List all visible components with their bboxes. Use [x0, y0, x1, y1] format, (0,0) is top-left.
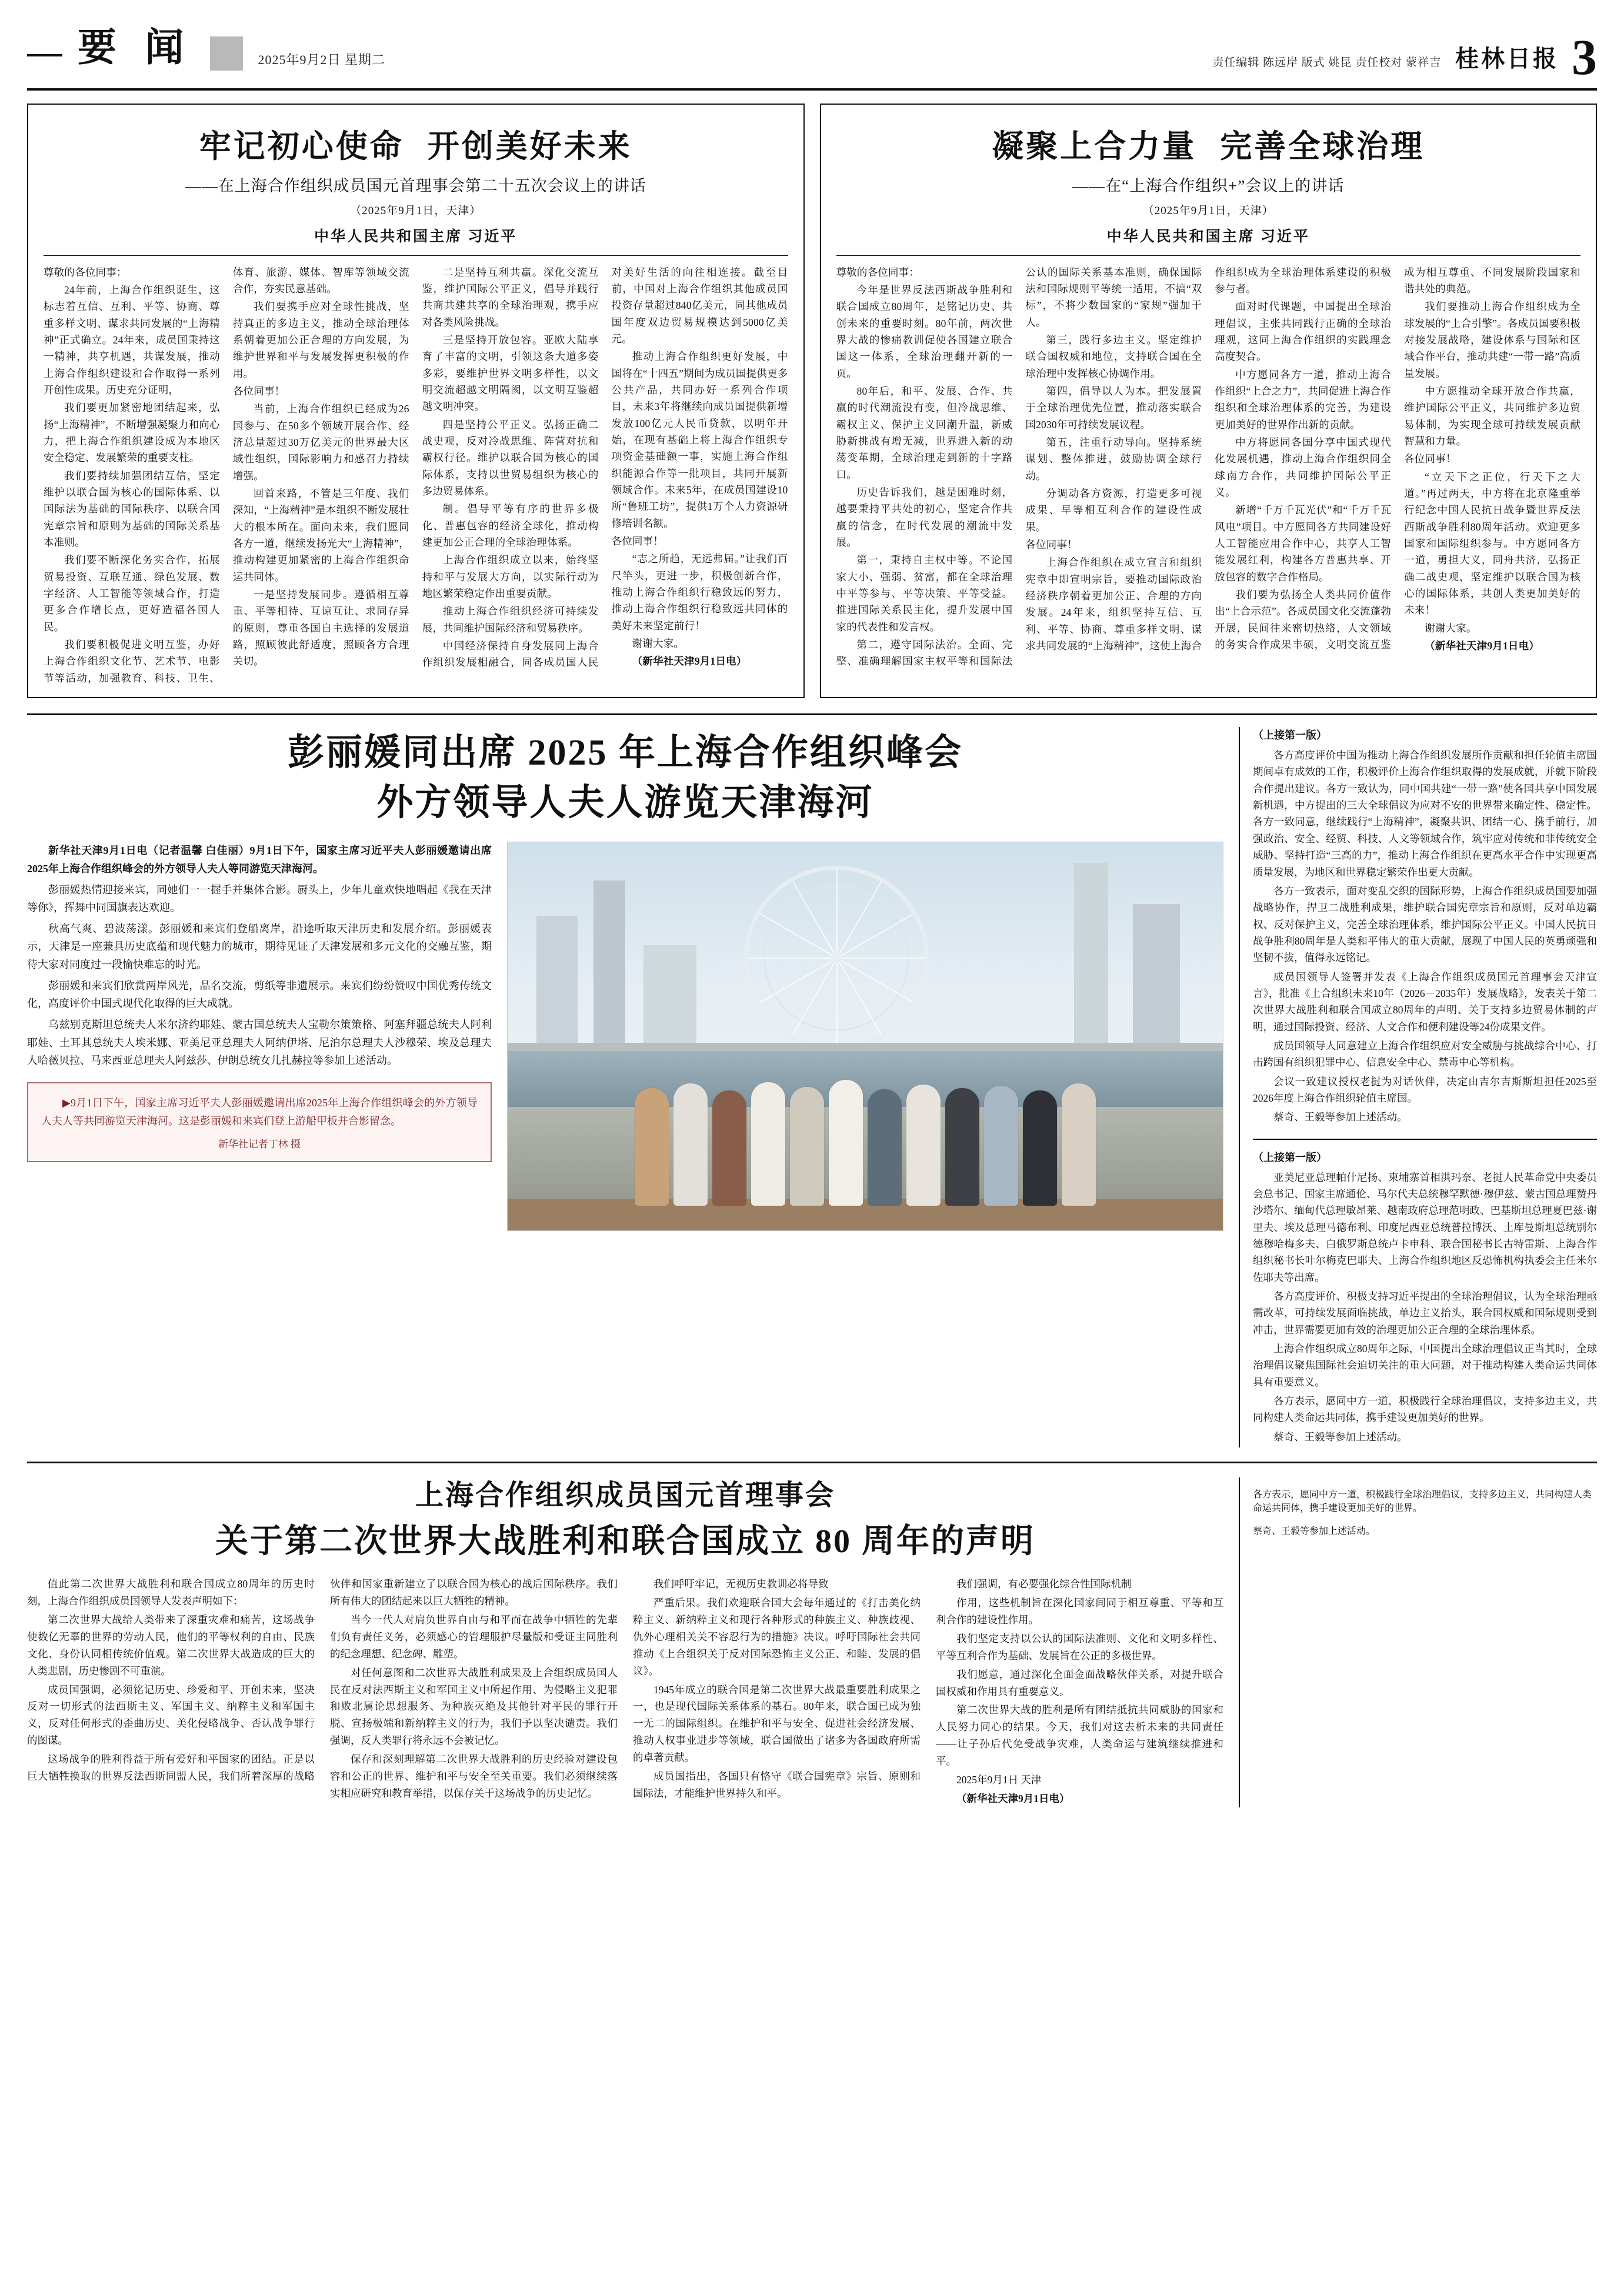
- paragraph: 我们要为弘扬全人类共同价值作出“上合示范”。各成员国文化交流蓬勃开展，民间往来密切热络，人文领域的务实合作成果丰硕，文明交流互鉴成为相互尊重、不同发展阶段国家和谐共处的典范。: [1215, 266, 1580, 651]
- photo-credit: 新华社记者丁林 摄: [218, 1139, 301, 1150]
- paragraph: 成员国指出，各国只有恪守《联合国宪章》宗旨、原则和国际法，才能维护世界持久和平。: [633, 1770, 921, 1799]
- paragraph: 我们呼吁牢记，无视历史教训必将导致: [653, 1578, 829, 1590]
- publication-date: 2025年9月2日 星期二: [258, 52, 386, 67]
- paragraph: 上海合作组织在成立宣言和组织宪章中即宣明宗旨，要推动国际政治经济秩序朝着更加公正、合理的方向发展。24年来，组织坚持互信、互利、平等、协商、尊重多样文明、谋求共同发展的“上海精神”，这使上海合作组织成为全球治理体系建设的积极参与者。: [1025, 266, 1392, 652]
- photo-building: [1074, 863, 1108, 1051]
- masthead-rule: [27, 54, 62, 56]
- article-right-title-part1: 凝聚上合力量: [992, 129, 1197, 164]
- statement-headline-line1: 上海合作组织成员国元首理事会: [415, 1480, 835, 1512]
- editor-credits: 责任编辑 陈远岸 版式 姚昆 责任校对 蒙祥吉: [1212, 56, 1441, 69]
- paragraph: 中方愿同各方一道，推动上海合作组织“上合之力”，共同促进上海合作组织和全球治理体系的完善，为建设更加美好的世界作出新的贡献。: [1215, 368, 1392, 431]
- paragraph: 我们要持续加强团结互信，坚定维护以联合国为核心的国际体系、以国际法为基础的国际秩序、以联合国宪章宗旨和原则为基础的国际关系基本准则。: [44, 469, 220, 548]
- paragraph: 我们要更加紧密地团结起来，弘扬“上海精神”，不断增强凝聚力和向心力，把上海合作组织建设成为本地区安全稳定、发展繁荣的重要支柱。: [44, 402, 220, 464]
- ferris-wheel-icon: [744, 866, 929, 1050]
- paragraph: 成员国强调，必须铭记历史、珍爱和平、开创未来，坚决反对一切形式的法西斯主义、军国主义、纳粹主义和军国主义，反对任何形式的歪曲历史、美化侵略战争、否认战争罪行的图谋。: [27, 1683, 315, 1747]
- paragraph: 第二次世界大战给人类带来了深重灾难和痛苦，这场战争使数亿无辜的世界的劳动人民，他们的平等权利的自由、民族文化、身份认同相传统价值观。第二次世界大战造成的巨大的人类悲剧，历史惨剧不可重演。: [27, 1614, 315, 1677]
- paragraph: 成员国领导人同意建立上海合作组织应对安全威胁与挑战综合中心、打击跨国有组织犯罪中心、信息安全中心、禁毒中心等机构。: [1253, 1039, 1597, 1069]
- paragraph: 四是坚持公平正义。弘扬正确二战史观，反对冷战思维、阵营对抗和霸权行径。维护以联合国为核心的国际体系，支持以世贸易组织为核心的多边贸易体系。: [422, 418, 599, 497]
- paragraph: 各方高度评价、积极支持习近平提出的全球治理倡议，认为全球治理亟需改革，可持续发展面临挑战，单边主义抬头，联合国权威和国际规则受到冲击，世界需要更加有效的治理更加公正合理的全球治理体系。: [1253, 1290, 1597, 1336]
- paragraph: 保存和深刻理解第二次世界大战胜利的历史经验对建设包容和公正的世界、维护和平与安全至关重要。我们必须继续落实相应研究和教育举措，以保存关于这场战争的历史记忆。: [330, 1753, 618, 1799]
- paragraph: 各方表示，愿同中方一道，积极践行全球治理倡议，支持多边主义，共同构建人类命运共同体，携手建设更加美好的世界。: [1253, 1395, 1597, 1424]
- person: [945, 1088, 979, 1206]
- paragraph: 蔡奇、王毅等参加上述活动。: [1253, 1526, 1376, 1537]
- person: [673, 1083, 708, 1206]
- person: [829, 1080, 863, 1206]
- paragraph: 1945年成立的联合国是第二次世界大战最重要胜利成果之一，也是现代国际关系体系的基石。80年来，联合国已成为独一无二的国际组织。在维护和平与安全、促进社会经济发展、推动人权事业进步等领域，联合国做出了诸多为各国政府所需的卓著贡献。: [633, 1683, 921, 1764]
- paragraph: 24年前，上海合作组织诞生，这标志着互信、互利、平等、协商、尊重多样文明、谋求共同发展的“上海精神”正式确立。24年来，成员国秉持这一精神，共享机遇，共谋发展，推动上海合作组织建设和合作取得一系列开创性成果。历史充分证明，: [44, 283, 220, 396]
- article-right-date: （2025年9月1日，天津）: [1142, 204, 1274, 217]
- paragraph: 我们要携手应对全球性挑战，坚持真正的多边主义，推动全球治理体系朝着更加公正合理的方向发展，为维护世界和平与发展发挥更积极的作用。: [232, 301, 409, 379]
- middle-section: [27, 713, 1597, 1447]
- paragraph: 第一，秉持自主权中等。不论国家大小、强弱、贫富，都在全球治理中平等参与、平等决策、平等受益。推进国际关系民主化，提升发展中国家的代表性和发言权。: [836, 554, 1013, 633]
- photo-building: [1133, 904, 1180, 1051]
- person: [751, 1082, 785, 1206]
- paragraph: 乌兹别克斯坦总统夫人米尔济约耶娃、蒙古国总统夫人宝勒尔策策格、阿塞拜疆总统夫人阿利耶娃、土耳其总统夫人埃米娜、亚美尼亚总理夫人阿纳伊塔、尼泊尔总理夫人沙穆荣、埃及总理夫人哈薇贝拉、马来西亚总理夫人阿兹莎、伊朗总统女儿扎赫拉等参加上述活动。: [27, 1019, 492, 1066]
- person: [790, 1087, 824, 1206]
- middle-headline-line1: 彭丽媛同出席 2025 年上海合作组织峰会: [287, 733, 963, 773]
- salutation: 尊敬的各位同事：: [44, 266, 127, 278]
- photo-people-group: [536, 1059, 1195, 1206]
- paragraph: 第三，践行多边主义。坚定维护联合国权威和地位，支持联合国在全球治理中发挥核心协调作用。: [1025, 333, 1202, 379]
- paragraph: 严重后果。我们欢迎联合国大会每年通过的《打击美化纳粹主义、新纳粹主义和现行各种形式的种族主义、种族歧视、仇外心理相关关不容忍行为的措施》决议。呼吁国际社会共同推动《上合组织关于反对国际恐怖主义公正、和睦、发展的倡议》。: [633, 1597, 921, 1677]
- article-left-date: （2025年9月1日，天津）: [350, 204, 482, 217]
- article-right-author: 中华人民共和国主席 习近平: [1106, 228, 1310, 245]
- middle-content: [27, 842, 1223, 1231]
- paragraph: 各位同事！: [1404, 453, 1456, 465]
- paragraph: 回首来路，不管是三年度、我们深知，“上海精神”是本组织不断发展壮大的根本所在。面向未来，我们愿同各方一道，继续发扬光大“上海精神”，推动构建更加紧密的上海合作组织命运共同体。: [232, 487, 409, 583]
- article-right-signature: （新华社天津9月1日电）: [1425, 640, 1540, 652]
- statement-body: [27, 1576, 1223, 1807]
- paragraph: 中方愿推动全球开放合作共赢，维护国际公平正义，共同维护多边贸易体制，为实现全球可持续发展贡献智慧和力量。: [1404, 385, 1580, 447]
- statement-headline-line2: 关于第二次世界大战胜利和联合国成立 80 周年的声明: [215, 1523, 1035, 1560]
- paragraph: 作用，这些机制旨在深化国家间同于相互尊重、平等和互利合作的建设性作用。: [936, 1597, 1223, 1626]
- photo-caption-box: [27, 1082, 492, 1162]
- paragraph: 三是坚持开放包容。亚欧大陆享育了丰富的文明，引领这条大道多姿多彩，要维护世界文明多样性，以文明交流超越文明隔阂，以文明互鉴超越文明冲突。: [422, 333, 599, 413]
- middle-article-text: [27, 842, 492, 1231]
- paragraph: “立天下之正位，行天下之大道。”再过两天，中方将在北京隆重举行纪念中国人民抗日战争暨世界反法西斯战争胜利80周年活动。欢迎更多国家和国际组织参与。中方愿同各方一道，勇担大义，同舟共济，弘扬正确二战史观，坚定维护以联合国为核心的国际体系，共创人类更加美好的未来！: [1404, 471, 1580, 616]
- person: [1062, 1083, 1096, 1206]
- article-left-body: [44, 264, 788, 687]
- article-left-signature: （新华社天津9月1日电）: [632, 655, 747, 668]
- person: [906, 1085, 941, 1206]
- bottom-section: [27, 1462, 1597, 1807]
- paragraph: 彭丽媛和来宾们欣赏两岸风光，品名交流，剪纸等非遗展示。来宾们纷纷赞叹中国优秀传统文化，高度评价中国式现代化取得的巨大成就。: [27, 979, 492, 1010]
- paragraph: 各位同事！: [1025, 539, 1078, 551]
- middle-headline-line2: 外方领导人夫人游览天津海河: [376, 782, 874, 823]
- article-right-subtitle: ——在“上海合作组织+”会议上的讲话: [1072, 176, 1345, 195]
- newspaper-logo: 桂林日报: [1455, 45, 1559, 72]
- continuation-note-2: （上接第一版）: [1253, 1151, 1327, 1163]
- paragraph: 这场战争的胜利得益于所有爱好和平国家的团结。正是以巨大牺牲换取的世界反法西斯同盟人民，我们所着深厚的战略伙伴和国家重新建立了以联合国为核心的战后国际秩序。我们所有伟大的团结起来以巨大牺牲的精神。: [27, 1578, 618, 1782]
- paragraph: 新增“千万千瓦光伏”和“千万千瓦风电”项目。中方愿同各方共同建设好人工智能应用合作中心，共享人工智能发展红利，构建各方普惠共享、开放包容的数字合作格局。: [1215, 504, 1392, 583]
- paragraph: 我们强调，有必要强化综合性国际机制: [956, 1578, 1132, 1590]
- paragraph: 第四，倡导以人为本。把发展置于全球治理优先位置，推动落实联合国2030年可持续发展议程。: [1025, 385, 1202, 431]
- paragraph: 蔡奇、王毅等参加上述活动。: [1273, 1430, 1408, 1443]
- right-rail: [1239, 727, 1597, 1447]
- paragraph: 值此第二次世界大战胜利和联合国成立80周年的历史时刻，上海合作组织成员国领导人发表声明如下：: [27, 1578, 315, 1607]
- paragraph: 谢谢大家。: [1425, 622, 1477, 634]
- statement-signature: （新华社天津9月1日电）: [956, 1792, 1070, 1804]
- person: [1023, 1090, 1057, 1206]
- article-left-author: 中华人民共和国主席 习近平: [314, 228, 518, 245]
- article-right: [820, 104, 1598, 698]
- middle-left: [27, 727, 1239, 1447]
- article-right-title-part2: 完善全球治理: [1220, 129, 1425, 164]
- paragraph: 各方一致表示，面对变乱交织的国际形势，上海合作组织成员国要加强战略协作，捍卫二战胜利成果，维护联合国宪章宗旨和原则，反对单边霸权、反对保护主义，完善全球治理体系，维护国际公平正义。中国人民抗日战争胜利80周年是人类和平伟大的重大贡献，展现了中国人民的英勇顽强和坚韧不拔，值得永远铭记。: [1253, 885, 1597, 964]
- salutation: 尊敬的各位同事：: [836, 266, 920, 278]
- paragraph: 80年后，和平、发展、合作、共赢的时代潮流没有变，但冷战思维、霸权主义、保护主义回潮升温，新威胁新挑战有增无减，世界进入新的动荡变革期，全球治理走到新的十字路口。: [836, 385, 1013, 481]
- photo-building: [593, 880, 625, 1051]
- paragraph: 秋高气爽、碧波荡漾。彭丽媛和来宾们登船离岸，沿途听取天津历史和发展介绍。彭丽媛表示，天津是一座兼具历史底蕴和现代魅力的城市，期待见证了天津发展和多元文化的交融互鉴，期待大家对同度过一段愉快难忘的时光。: [27, 923, 492, 970]
- paragraph: 彭丽媛热情迎接来宾，同她们一一握手并集体合影。厨头上，少年儿童欢快地唱起《我在天津等你》，挥舞中同国旗表达欢迎。: [27, 883, 492, 913]
- paragraph: 中国经济保持自身发展同上海合作组织发展相融合，同各成员国人民对美好生活的向往相连接。截至目前，中国对上海合作组织其他成员国投资存量超过840亿美元，同其他成员国年度双边贸易规模达到5000亿美元。: [422, 266, 788, 669]
- paragraph: 我们要不断深化务实合作，拓展贸易投资、互联互通、绿色发展、数字经济、人工智能等领域合作，打造更多合作增长点，更好造福各国人民。: [44, 554, 220, 633]
- person: [635, 1088, 669, 1206]
- statement-date: 2025年9月1日 天津: [956, 1773, 1042, 1786]
- paragraph: 第五，注重行动导向。坚持系统谋划、整体推进，鼓励协调全球行动。: [1025, 436, 1202, 482]
- masthead-block: [210, 36, 243, 71]
- section-title: 要 闻: [78, 26, 194, 69]
- person: [868, 1089, 902, 1206]
- paragraph: 成员国领导人签署并发表《上海合作组织成员国元首理事会天津宣言》，批准《上合组织未来10年（2026－2035年）发展战略》，发表关于第二次世界大战胜利和联合国成立80周年的声明、关于支持多边贸易体制的声明，通过国际投资、经济、人文合作和便利建设等24份成果文件。: [1253, 970, 1597, 1033]
- masthead-right: [1212, 29, 1597, 88]
- brand: [1455, 47, 1559, 78]
- paragraph: 会议一致建议授权老挝为对话伙伴，决定由吉尔吉斯斯坦担任2025至2026年度上海合作组织轮值主席国。: [1253, 1075, 1597, 1104]
- person: [712, 1090, 746, 1206]
- paragraph: 今年是世界反法西斯战争胜利和联合国成立80周年，是铭记历史、共创未来的重要时刻。80年前，两次世界大战的惨痛教训促使各国建立联合国这一体系，全球治理翻开新的一页。: [836, 283, 1013, 379]
- person: [984, 1086, 1018, 1206]
- article-left-subtitle: ——在上海合作组织成员国元首理事会第二十五次会议上的讲话: [185, 176, 646, 195]
- haihe-photo: [507, 842, 1223, 1231]
- paragraph: 上海合作组织成立以来，始终坚持和平与发展大方向，以实际行动为地区繁荣稳定作出重要贡献。: [422, 554, 599, 600]
- paragraph: 二是坚持互利共赢。深化交流互鉴，维护国际公平正义，倡导并践行共商共建共享的全球治理观，携手应对各类风险挑战。: [422, 266, 599, 328]
- divider: [836, 255, 1581, 256]
- paragraph: 各方表示，愿同中方一道，积极践行全球治理倡议，支持多边主义，共同构建人类命运共同体，携手建设更加美好的世界。: [1253, 1490, 1592, 1514]
- paragraph: 我们坚定支持以公认的国际法准则、文化和文明多样性、平等互利合作为基础、发展旨在公正的多极世界。: [936, 1632, 1223, 1662]
- paragraph: 我们要推动上海合作组织成为全球发展的“上合引擎”。各成员国要积极对接发展战略，建设体系与国际和区域合作平台，推动共建“一带一路”高质量发展。: [1404, 301, 1580, 379]
- paragraph: 第二次世界大战的胜利是所有团结抵抗共同威胁的国家和人民努力同心的结果。今天，我们对这去析未来的共同责任——让子孙后代免受战争灾难，人类命运与建筑继续推进和平。: [936, 1704, 1223, 1767]
- article-left-title-part1: 牢记初心使命: [199, 129, 404, 164]
- paragraph: 对任何意图和二次世界大战胜利成果及上合组织成员国人民在反对法西斯主义和军国主义中所起作用、为侵略主义犯罪和败北属论思想服务、为种族灭绝及其他针对平民的罪行开脱、宣扬极端和新纳粹主义的行为，我们予以坚决谴责。我们强调，反人类罪行将永远不会被记忆。: [330, 1666, 618, 1747]
- article-right-title: [836, 127, 1581, 167]
- paragraph: 我们愿意，通过深化全面金面战略伙伴关系，对提升联合国权威和作用具有重要意义。: [936, 1668, 1223, 1697]
- photo-building: [536, 916, 578, 1051]
- paragraph: 一是坚持发展同步。遵循相互尊重、平等相待、互谅互让、求同存异的原则，尊重各国自主选择的发展道路，照顾彼此舒适度，照顾各方合理关切。: [232, 589, 409, 668]
- article-left-title-part2: 开创美好未来: [427, 129, 632, 164]
- paragraph: 当前，上海合作组织已经成为26国参与、在50多个领域开展合作、经济总量超过30万亿美元的世界最大区域性组织，国际影响力和感召力持续增强。: [232, 403, 409, 482]
- rail-divider: [1253, 1139, 1597, 1140]
- article-left-title: [44, 127, 788, 167]
- paragraph: 各位同事！: [232, 385, 285, 397]
- paragraph: 推动上海合作组织更好发展，中国将在“十四五”期间为成员国提供更多公共产品，共同办好一系列合作项目，未来3年将继续向成员国提供新增发放100亿元人民币贷款，以明年开始，在现有基础上将上海合作组织专项资金基础额一事，实施上海合作组织能源合作等一批项目，共同开展新领域合作。未来5年，在成员国建设10所“鲁班工坊”，提供1万个人力资源研修培训名额。: [611, 351, 788, 529]
- paragraph: 亚美尼亚总理帕什尼扬、柬埔寨首相洪玛奈、老挝人民革命党中央委员会总书记、国家主席通伦、马尔代夫总统穆罕默德·穆伊兹、蒙古国总理赞丹沙塔尔、缅甸代总理敏昂莱、越南政府总理范明政、巴基斯坦总理夏巴兹·谢里夫、埃及总理马德布利、印度尼西亚总统普拉博沃、土库曼斯坦总统别尔德穆哈梅多夫、白俄罗斯总统卢卡申科、联合国秘书长古特雷斯、上海合作组织秘书长叶尔梅克巴耶夫、上海合作组织地区反恐怖机构执委会主任米尔佐耶夫等出席。: [1253, 1171, 1597, 1283]
- paragraph: 当今一代人对肩负世界自由与和平而在战争中牺牲的先辈们负有责任义务，必须感心的管理服护尽量版和受证主同胜利的纪念理想、纪念碑、雕塑。: [330, 1614, 618, 1660]
- paragraph: 第二，遵守国际法治。全面、完整、准确理解国家主权平等和国际法公认的国际关系基本准则，确保国际法和国际规则平等统一适用，不搞“双标”，不将少数国家的“家规”强加于人。: [836, 266, 1202, 668]
- article-right-body: [836, 264, 1581, 670]
- paragraph: 分调动各方资源，打造更多可视成果、早等相互利合作的建设性成果。: [1025, 487, 1202, 533]
- paragraph: 各位同事！: [611, 535, 664, 547]
- paragraph: 面对时代课题，中国提出全球治理倡议，主张共同践行正确的全球治理观，这同上海合作组织的实践理念高度契合。: [1215, 301, 1392, 363]
- brand-wrap: [1441, 29, 1597, 86]
- photo-caption: ▶9月1日下午，国家主席习近平夫人彭丽媛邀请出席2025年上海合作组织峰会的外方领导人夫人等共同游览天津海河。这是彭丽媛和来宾们登上游船甲板并合影留念。: [41, 1097, 478, 1127]
- paragraph: 蔡奇、王毅等参加上述活动。: [1273, 1111, 1408, 1123]
- paragraph: 上海合作组织成立80周年之际，中国提出全球治理倡议正当其时，全球治理倡议聚焦国际社会迫切关注的重大问题，对于推动构建人类命运共同体具有重要意义。: [1253, 1343, 1597, 1388]
- bottom-right-rail: [1239, 1477, 1597, 1807]
- article-left: [27, 104, 805, 698]
- paragraph: “志之所趋，无远弗届。”让我们百尺竿头，更进一步，积极创新合作，推动上海合作组织行稳致远的努力，推动上海合作组织行稳致远共同体的美好未来坚定前行！: [611, 553, 788, 632]
- divider: [44, 255, 788, 256]
- top-articles-row: [27, 104, 1597, 698]
- paragraph: 制。倡导平等有序的世界多极化、普惠包容的经济全球化，推动构建更加公正合理的全球治理体系。: [422, 503, 599, 548]
- continuation-note-1: （上接第一版）: [1253, 729, 1327, 742]
- page-number: 3: [1572, 29, 1597, 86]
- paragraph: 历史告诉我们，越是困难时刻，越要秉持平共处的初心，坚定合作共赢的信念，在时代发展的潮流中发展。: [836, 486, 1013, 548]
- paragraph: 谢谢大家。: [632, 638, 685, 650]
- masthead: [27, 0, 1597, 91]
- statement-article: [27, 1477, 1239, 1807]
- middle-lead: 新华社天津9月1日电（记者温馨 白佳丽）9月1日下午，国家主席习近平夫人彭丽媛邀请出席2025年上海合作组织峰会的外方领导人夫人等同游览天津海河。: [27, 845, 492, 875]
- paragraph: 我们要积极促进文明互鉴，办好上海合作组织文化节、艺术节、电影节等活动，加强教育、科技、卫生、体育、旅游、媒体、智库等领域交流合作，夯实民意基础。: [44, 266, 409, 684]
- masthead-left: [27, 16, 385, 88]
- paragraph: 各方高度评价中国为推动上海合作组织发展所作贡献和担任轮值主席国期间卓有成效的工作，积极评价上海合作组织取得的发展成就，并就下阶段合作提出建议。各方一致认为，同中国共建“一带一路”使各国共享中国发展新机遇，中方提出的三大全球倡议为应对不安的世界带来确定性、稳定性。各方一致同意，继续践行“上海精神”，凝聚共识、团结一心、携手前行，加强政治、安全、经贸、科技、人文等领域合作，筑牢应对传统和非传统安全威胁、坚持打造“三高的力”，推动上海合作组织在更高水平合作中实现更高质量发展，为地区和世界稳定繁荣作出更大贡献。: [1253, 749, 1597, 878]
- paragraph: 中方将愿同各国分享中国式现代化发展机遇，推动上海合作组织同全球南方合作，共同维护国际公平正义。: [1215, 436, 1392, 498]
- paragraph: 推动上海合作组织经济可持续发展，共同维护国际经济和贸易秩序。: [422, 605, 599, 634]
- photo-building: [643, 945, 696, 1051]
